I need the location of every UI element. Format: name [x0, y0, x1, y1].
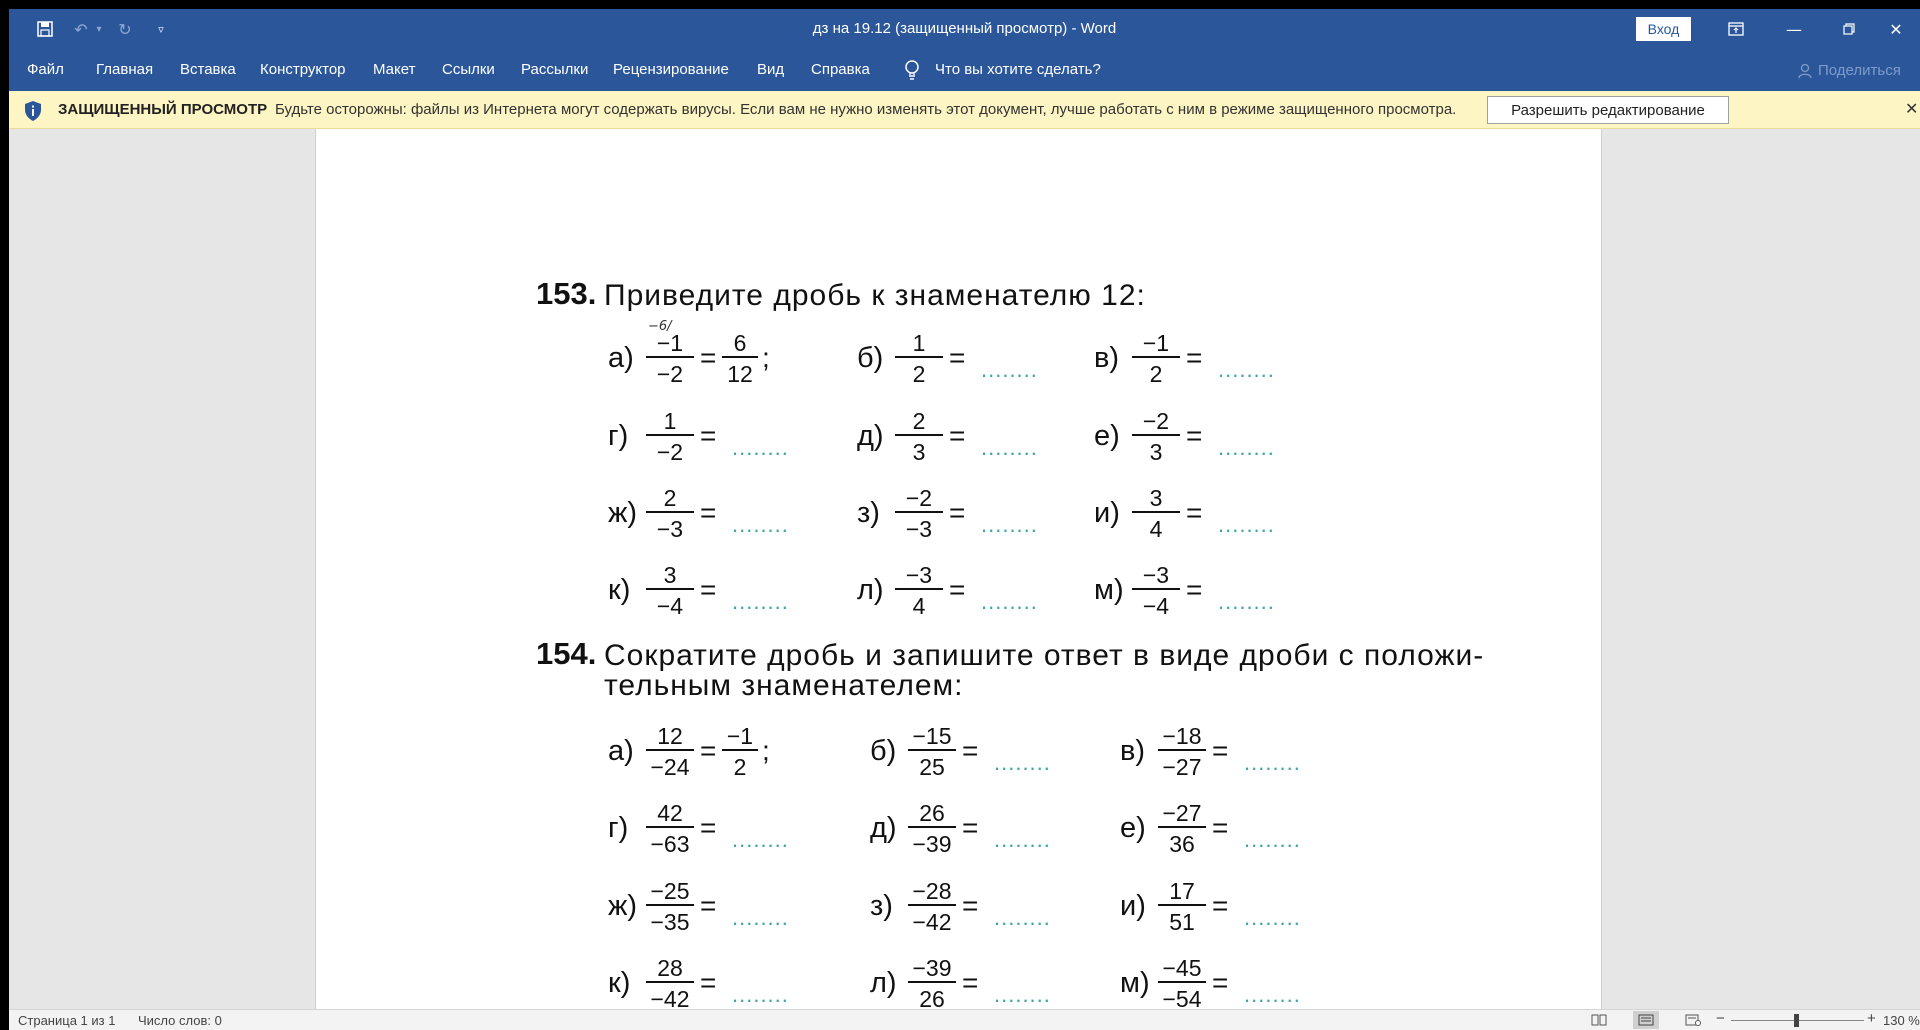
equals-sign: = [700, 420, 717, 451]
protected-view-message: Будьте осторожны: файлы из Интернета могут содержать вирусы. Если вам не нужно изменять этот документ, лучше работать с ним в режиме защищенного просмотра. [275, 101, 1457, 118]
answer-blank: ........ [1244, 982, 1301, 1007]
exercise-item [857, 485, 1038, 542]
tab-layout[interactable]: Макет [373, 61, 416, 78]
tab-references[interactable]: Ссылки [442, 61, 495, 78]
fraction-denominator: −3 [905, 516, 933, 542]
equals-sign: = [962, 812, 979, 843]
fraction-numerator: 12 [657, 723, 683, 749]
answer-blank: ........ [994, 905, 1051, 930]
exercise-item [1120, 800, 1301, 857]
fraction-numerator: −25 [650, 878, 690, 904]
fraction-denominator: −35 [650, 909, 690, 935]
exercise-item [608, 562, 789, 619]
equals-sign: = [700, 735, 717, 766]
fraction-numerator: −3 [1142, 562, 1170, 588]
zoom-slider-thumb[interactable] [1794, 1014, 1799, 1027]
exercise-item [857, 330, 1038, 387]
item-label: и) [1094, 497, 1120, 529]
equals-sign: = [1186, 420, 1203, 451]
answer-blank: ........ [994, 982, 1051, 1007]
answer-blank: ........ [1218, 512, 1275, 537]
fraction-numerator: −18 [1162, 723, 1202, 749]
tab-help[interactable]: Справка [811, 61, 870, 78]
problem-154-items [608, 723, 1301, 1009]
problem-153-number: 153. [536, 276, 597, 311]
answer-blank: ........ [1244, 905, 1301, 930]
equals-sign: = [949, 420, 966, 451]
equals-sign: = [1212, 735, 1229, 766]
exercise-item [608, 408, 789, 465]
equals-sign: = [949, 497, 966, 528]
fraction-numerator: −2 [1142, 408, 1170, 434]
handwritten-note: −6/ [648, 319, 672, 334]
status-bar [9, 1009, 1920, 1030]
answer-blank: ........ [981, 589, 1038, 614]
fraction-denominator: −63 [650, 831, 690, 857]
tab-mailings[interactable]: Рассылки [521, 61, 589, 78]
item-label: б) [857, 342, 884, 374]
equals-sign: = [1186, 342, 1203, 373]
fraction-numerator: −45 [1162, 955, 1202, 981]
answer-blank: ........ [732, 589, 789, 614]
close-bar-icon[interactable]: ✕ [1905, 99, 1919, 118]
restore-icon[interactable] [1826, 9, 1872, 49]
exercise-item [608, 878, 789, 935]
tell-me-input[interactable]: Что вы хотите сделать? [935, 61, 1101, 78]
answer-denominator: 12 [727, 361, 753, 387]
read-mode-icon[interactable] [1586, 1011, 1612, 1029]
exercise-item [870, 800, 1051, 857]
fraction-denominator: 36 [1169, 831, 1195, 857]
fraction-denominator: −3 [656, 516, 684, 542]
fraction-denominator: 2 [912, 361, 926, 387]
exercise-item [1120, 723, 1301, 780]
fraction-denominator: 51 [1169, 909, 1195, 935]
share-button[interactable] [1797, 62, 1901, 79]
exercise-item [870, 878, 1051, 935]
share-label: Поделиться [1818, 62, 1901, 79]
answer-numerator: 6 [733, 330, 747, 356]
exercise-item [1120, 955, 1301, 1009]
zoom-out-button[interactable]: − [1716, 1010, 1725, 1027]
exercise-item [1094, 485, 1275, 542]
equals-sign: = [1212, 890, 1229, 921]
equals-sign: = [949, 574, 966, 605]
tab-file[interactable]: Файл [27, 61, 64, 78]
answer-blank: ........ [1218, 357, 1275, 382]
equals-sign: = [700, 812, 717, 843]
item-label: ж) [608, 497, 638, 529]
minimize-icon[interactable]: — [1786, 19, 1802, 39]
document-area[interactable] [9, 129, 1920, 1009]
fraction-numerator: 42 [657, 800, 683, 826]
exercise-item [608, 485, 789, 542]
fraction-denominator: 3 [912, 439, 926, 465]
enable-editing-button[interactable]: Разрешить редактирование [1487, 96, 1729, 124]
equals-sign: = [700, 497, 717, 528]
zoom-in-button[interactable]: + [1867, 1010, 1876, 1027]
tab-review[interactable]: Рецензирование [613, 61, 729, 78]
equals-sign: = [962, 890, 979, 921]
item-label: г) [608, 420, 629, 452]
answer-blank: ........ [732, 905, 789, 930]
equals-sign: = [700, 342, 717, 373]
equals-sign: = [1186, 497, 1203, 528]
web-layout-icon[interactable] [1680, 1011, 1706, 1029]
fraction-numerator: −28 [912, 878, 952, 904]
tab-insert[interactable]: Вставка [180, 61, 236, 78]
equals-sign: = [700, 890, 717, 921]
item-label: а) [608, 735, 634, 767]
answer-blank: ........ [732, 827, 789, 852]
problem-154-number: 154. [536, 636, 597, 671]
fraction-denominator: 2 [1149, 361, 1163, 387]
exercise-item [870, 955, 1051, 1009]
answer-trail: ; [762, 735, 770, 766]
fraction-denominator: 4 [1149, 516, 1163, 542]
fraction-numerator: 3 [663, 562, 677, 588]
fraction-denominator: −27 [1162, 754, 1202, 780]
answer-denominator: 2 [733, 754, 747, 780]
undo-icon[interactable]: ↶ [74, 19, 88, 39]
fraction-denominator: −42 [912, 909, 952, 935]
fraction-denominator: −39 [912, 831, 952, 857]
answer-blank: ........ [1244, 827, 1301, 852]
item-label: е) [1120, 812, 1146, 844]
item-label: д) [857, 420, 884, 452]
fraction-numerator: −1 [656, 330, 684, 356]
answer-trail: ; [762, 342, 770, 373]
item-label: л) [870, 967, 897, 999]
item-label: а) [608, 342, 634, 374]
protected-view-bar [9, 91, 1920, 129]
answer-blank: ........ [981, 357, 1038, 382]
answer-blank: ........ [732, 512, 789, 537]
item-label: г) [608, 812, 629, 844]
problem-154-line-1: Сократите дробь и запишите ответ в виде дроби с положи- [604, 639, 1485, 672]
answer-blank: ........ [1218, 589, 1275, 614]
fraction-numerator: −3 [905, 562, 933, 588]
equals-sign: = [962, 735, 979, 766]
equals-sign: = [700, 574, 717, 605]
page-count[interactable]: Страница 1 из 1 [18, 1013, 116, 1028]
item-label: м) [1094, 574, 1124, 606]
fraction-denominator: −24 [650, 754, 690, 780]
item-label: б) [870, 735, 897, 767]
exercise-item [857, 562, 1038, 619]
signin-button[interactable]: Вход [1636, 17, 1691, 41]
person-icon [1797, 63, 1813, 79]
answer-numerator: −1 [726, 723, 754, 749]
fraction-denominator: −42 [650, 986, 690, 1009]
fraction-numerator: −27 [1162, 800, 1202, 826]
answer-blank: ........ [732, 435, 789, 460]
item-label: з) [857, 497, 880, 529]
fraction-numerator: −15 [912, 723, 952, 749]
exercise-item [608, 955, 789, 1009]
scanned-exercise-image [316, 129, 1603, 1009]
fraction-denominator: 4 [912, 593, 926, 619]
exercise-item [1094, 330, 1275, 387]
title-bar [9, 9, 1920, 49]
fraction-numerator: 17 [1169, 878, 1195, 904]
fraction-numerator: −2 [905, 485, 933, 511]
fraction-denominator: −2 [656, 439, 684, 465]
fraction-denominator: −4 [1142, 593, 1170, 619]
exercise-item [1094, 562, 1275, 619]
problem-153-text: Приведите дробь к знаменателю 12: [604, 279, 1146, 312]
problem-154-line-2: тельным знаменателем: [604, 669, 964, 702]
exercise-item [608, 800, 789, 857]
fraction-numerator: 1 [912, 330, 926, 356]
exercise-item [608, 723, 770, 780]
item-label: к) [608, 574, 631, 606]
fraction-denominator: −2 [656, 361, 684, 387]
exercise-item [608, 330, 770, 387]
fraction-numerator: 2 [663, 485, 677, 511]
fraction-numerator: 3 [1149, 485, 1163, 511]
problem-153-items [608, 330, 1275, 619]
answer-blank: ........ [994, 827, 1051, 852]
protected-view-title: ЗАЩИЩЕННЫЙ ПРОСМОТР [58, 101, 268, 118]
undo-dropdown-icon[interactable]: ▾ [96, 23, 102, 35]
tab-home[interactable]: Главная [96, 61, 154, 78]
fraction-numerator: 2 [912, 408, 926, 434]
equals-sign: = [1212, 967, 1229, 998]
lightbulb-icon[interactable] [902, 59, 922, 81]
fraction-denominator: 3 [1149, 439, 1163, 465]
fraction-denominator: 25 [919, 754, 945, 780]
ribbon-display-icon[interactable] [1713, 9, 1759, 49]
exercise-item [1120, 878, 1301, 935]
word-window [9, 9, 1920, 1030]
equals-sign: = [700, 967, 717, 998]
tab-view[interactable]: Вид [757, 61, 785, 78]
fraction-denominator: −54 [1162, 986, 1202, 1009]
item-label: и) [1120, 890, 1146, 922]
fraction-numerator: 28 [657, 955, 683, 981]
equals-sign: = [1212, 812, 1229, 843]
answer-blank: ........ [981, 512, 1038, 537]
item-label: в) [1094, 342, 1120, 374]
exercise-item [1094, 408, 1275, 465]
exercise-item [870, 723, 1051, 780]
customize-icon[interactable]: ▿ [158, 22, 164, 36]
item-label: к) [608, 967, 631, 999]
item-label: д) [870, 812, 897, 844]
answer-blank: ........ [1218, 435, 1275, 460]
ribbon-tabs [9, 49, 1920, 91]
window-title: дз на 19.12 (защищенный просмотр) - Word [812, 20, 1117, 37]
fraction-numerator: −1 [1142, 330, 1170, 356]
item-label: е) [1094, 420, 1120, 452]
answer-blank: ........ [994, 750, 1051, 775]
item-label: ж) [608, 890, 638, 922]
item-label: л) [857, 574, 884, 606]
shield-icon [23, 100, 43, 122]
fraction-denominator: 26 [919, 986, 945, 1009]
fraction-numerator: −39 [912, 955, 952, 981]
fraction-numerator: 26 [919, 800, 945, 826]
exercise-item [857, 408, 1038, 465]
zoom-level[interactable]: 130 % [1883, 1013, 1920, 1028]
answer-blank: ........ [981, 435, 1038, 460]
close-icon[interactable]: ✕ [1889, 19, 1903, 39]
item-label: м) [1120, 967, 1150, 999]
fraction-numerator: 1 [663, 408, 677, 434]
item-label: з) [870, 890, 893, 922]
word-count[interactable]: Число слов: 0 [138, 1013, 222, 1028]
tab-design[interactable]: Конструктор [260, 61, 346, 78]
redo-icon[interactable]: ↻ [118, 19, 132, 39]
document-page[interactable] [315, 129, 1602, 1009]
item-label: в) [1120, 735, 1146, 767]
equals-sign: = [949, 342, 966, 373]
equals-sign: = [1186, 574, 1203, 605]
fraction-denominator: −4 [656, 593, 684, 619]
print-layout-icon[interactable] [1633, 1011, 1659, 1029]
equals-sign: = [962, 967, 979, 998]
answer-blank: ........ [732, 982, 789, 1007]
answer-blank: ........ [1244, 750, 1301, 775]
